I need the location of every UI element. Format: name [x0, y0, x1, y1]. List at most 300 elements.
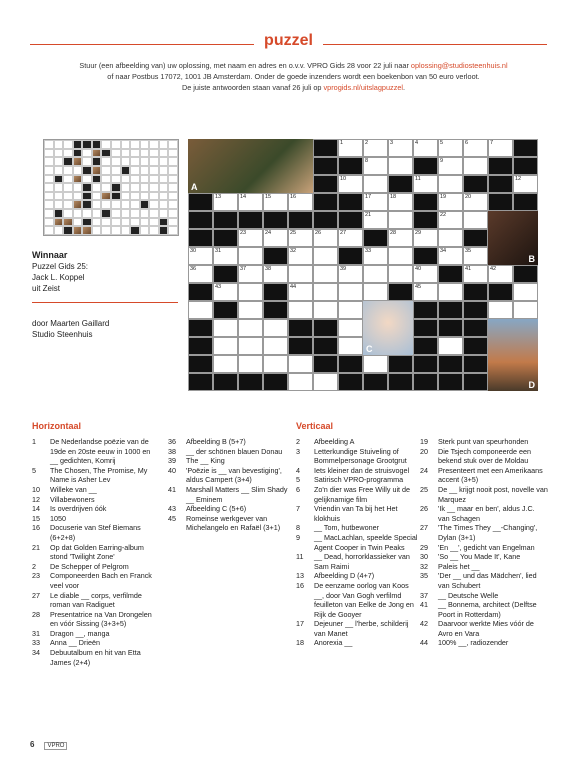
grid-cell[interactable]: [388, 265, 413, 283]
grid-cell[interactable]: [238, 229, 263, 247]
clue-item: [420, 523, 548, 542]
solution-cell: [44, 166, 54, 175]
grid-cell[interactable]: [213, 319, 238, 337]
cell-number: 11: [415, 176, 421, 182]
solution-cell: [168, 140, 178, 149]
clue-item: [296, 447, 418, 466]
grid-cell[interactable]: [488, 265, 513, 283]
solution-cell: [82, 209, 92, 218]
solution-cell: [159, 200, 169, 209]
clue-item: [168, 514, 288, 533]
grid-cell[interactable]: [388, 157, 413, 175]
solution-cell: [130, 157, 140, 166]
grid-cell[interactable]: [513, 301, 538, 319]
solution-photo-cell: [92, 149, 102, 158]
solution-cell: [92, 192, 102, 201]
clue-item: [168, 504, 288, 514]
solution-cell: [130, 218, 140, 227]
clue-item: [420, 466, 548, 485]
cell-number: 35: [465, 248, 472, 254]
solution-cell: [73, 209, 83, 218]
grid-cell[interactable]: [263, 337, 288, 355]
grid-cell[interactable]: [363, 265, 388, 283]
grid-cell[interactable]: [413, 265, 438, 283]
grid-cell[interactable]: [338, 265, 363, 283]
grid-cell[interactable]: [463, 139, 488, 157]
clue-text: 'Der __ und das Mädchen', lied van Schubert: [438, 571, 537, 590]
page-footer: 6 VPRO: [30, 740, 67, 749]
cell-number: 20: [465, 194, 472, 200]
cell-number: 12: [515, 176, 522, 182]
clue-item: [420, 504, 548, 523]
solution-cell: [44, 218, 54, 227]
clue-number: 7: [296, 504, 300, 514]
cell-number: 30: [190, 248, 197, 254]
clue-item: [32, 485, 160, 495]
clue-text: De eenzame oorlog van Koos __, door Van Gogh verfilmd feuilleton van Eelke de Jong en Rijk de Gooyer: [314, 580, 414, 619]
grid-cell[interactable]: [238, 319, 263, 337]
clue-item: [32, 610, 160, 629]
grid-cell[interactable]: [438, 157, 463, 175]
clue-item: [32, 523, 160, 542]
grid-cell[interactable]: [363, 193, 388, 211]
photo-label: D: [528, 380, 535, 390]
solution-photo-cell: [73, 175, 83, 184]
solution-cell: [54, 149, 64, 158]
grid-cell[interactable]: [438, 229, 463, 247]
cell-number: 29: [415, 230, 422, 236]
solution-cell: [63, 192, 73, 201]
clue-number: 27: [32, 590, 40, 600]
solution-cell: [92, 157, 102, 166]
grid-cell[interactable]: [438, 193, 463, 211]
grid-cell[interactable]: [313, 229, 338, 247]
solution-cell: [73, 192, 83, 201]
photo-label: A: [191, 182, 198, 192]
solution-cell: [54, 166, 64, 175]
black-cell: [488, 193, 513, 211]
black-cell: [438, 301, 463, 319]
grid-cell[interactable]: [313, 373, 338, 391]
solution-cell: [54, 157, 64, 166]
clue-item: [168, 447, 288, 457]
cell-number: 28: [390, 230, 397, 236]
clue-number: 14: [32, 504, 40, 514]
solution-cell: [111, 175, 121, 184]
clue-text: Dragon __, manga: [50, 628, 110, 638]
black-cell: [413, 247, 438, 265]
black-cell: [263, 301, 288, 319]
clue-number: 2: [296, 437, 300, 446]
grid-cell[interactable]: [338, 175, 363, 193]
grid-cell[interactable]: [463, 211, 488, 229]
grid-cell[interactable]: [413, 139, 438, 157]
grid-cell[interactable]: [438, 139, 463, 157]
clue-text: Daarvoor werkte Mies vóór de Avro en Vara: [438, 619, 534, 638]
black-cell: [463, 229, 488, 247]
black-cell: [463, 373, 488, 391]
solution-cell: [168, 175, 178, 184]
solution-cell: [63, 157, 73, 166]
black-cell: [313, 319, 338, 337]
grid-cell[interactable]: [213, 283, 238, 301]
solution-cell: [54, 209, 64, 218]
clue-text: Zo'n dier was Free Willy uit de gelijknamige film: [314, 484, 411, 504]
clue-text: __ Bonnema, architect (Delftse Poort in Rotterdam): [438, 600, 537, 619]
solution-cell: [111, 157, 121, 166]
grid-cell[interactable]: [363, 175, 388, 193]
black-cell: [313, 355, 338, 373]
solution-cell: [168, 149, 178, 158]
grid-cell[interactable]: [288, 301, 313, 319]
black-cell: [388, 283, 413, 301]
grid-cell[interactable]: [413, 229, 438, 247]
clue-text: 'En __', gedicht van Engelman: [438, 542, 535, 552]
solution-cell: [121, 149, 131, 158]
clue-item: [32, 514, 160, 524]
black-cell: [488, 175, 513, 193]
black-cell: [313, 139, 338, 157]
grid-cell[interactable]: [338, 229, 363, 247]
solution-cell: [149, 192, 159, 201]
grid-cell[interactable]: [238, 337, 263, 355]
solution-cell: [111, 166, 121, 175]
grid-cell[interactable]: [288, 247, 313, 265]
solution-cell: [149, 166, 159, 175]
clue-item: [296, 619, 418, 638]
solution-cell: [44, 192, 54, 201]
grid-cell[interactable]: [488, 139, 513, 157]
solution-cell: [121, 209, 131, 218]
solution-cell: [149, 218, 159, 227]
solution-cell: [130, 192, 140, 201]
solution-cell: [121, 200, 131, 209]
grid-cell[interactable]: [313, 265, 338, 283]
grid-cell[interactable]: [313, 283, 338, 301]
grid-cell[interactable]: [213, 337, 238, 355]
grid-cell[interactable]: [238, 355, 263, 373]
grid-cell[interactable]: [213, 247, 238, 265]
clue-number: 5: [32, 465, 36, 475]
black-cell: [338, 157, 363, 175]
clue-number: 45: [168, 513, 176, 523]
grid-cell[interactable]: [363, 247, 388, 265]
grid-cell[interactable]: [288, 355, 313, 373]
solution-cell: [73, 218, 83, 227]
black-cell: [463, 355, 488, 373]
clue-item: [420, 638, 548, 648]
clue-number: 11: [296, 552, 304, 562]
solution-cell: [82, 166, 92, 175]
solution-cell: [63, 166, 73, 175]
grid-cell[interactable]: [363, 157, 388, 175]
black-cell: [413, 193, 438, 211]
black-cell: [463, 301, 488, 319]
grid-cell[interactable]: [388, 193, 413, 211]
solution-cell: [44, 140, 54, 149]
clue-number: 37: [420, 590, 428, 600]
black-cell: [388, 373, 413, 391]
grid-cell[interactable]: [263, 319, 288, 337]
solution-cell: [101, 166, 111, 175]
clue-item: [32, 591, 160, 610]
clue-item: [296, 571, 418, 581]
grid-cell[interactable]: [438, 337, 463, 355]
grid-cell[interactable]: [238, 283, 263, 301]
grid-cell[interactable]: [413, 175, 438, 193]
solution-cell: [168, 166, 178, 175]
clue-text: Docuserie van Stef Biemans (6+2+8): [50, 523, 141, 542]
solution-cell: [92, 175, 102, 184]
grid-cell[interactable]: [238, 301, 263, 319]
cell-number: 42: [490, 266, 497, 272]
solution-cell: [63, 183, 73, 192]
clue-number: 32: [420, 561, 428, 571]
solution-cell: [159, 218, 169, 227]
solution-cell: [121, 183, 131, 192]
solution-cell: [111, 149, 121, 158]
solution-cell: [130, 175, 140, 184]
clue-number: 31: [32, 628, 40, 638]
solution-cell: [140, 226, 150, 235]
solution-cell: [92, 218, 102, 227]
crossword-grid[interactable]: [188, 139, 538, 391]
grid-cell[interactable]: [463, 193, 488, 211]
black-cell: [338, 211, 363, 229]
clue-item: [420, 619, 548, 638]
clue-item: [420, 591, 548, 601]
black-cell: [438, 373, 463, 391]
solution-cell: [44, 157, 54, 166]
solution-cell: [168, 209, 178, 218]
clue-number: 38: [168, 446, 176, 456]
solution-cell: [140, 149, 150, 158]
black-cell: [413, 301, 438, 319]
clue-number: 16: [296, 580, 304, 590]
cell-number: 18: [390, 194, 397, 200]
clue-item: [420, 437, 548, 447]
solution-photo-cell: [73, 157, 83, 166]
grid-cell[interactable]: [263, 265, 288, 283]
grid-cell[interactable]: [188, 301, 213, 319]
solution-cell: [73, 149, 83, 158]
results-link[interactable]: vprogids.nl/uitslagpuzzel: [323, 83, 404, 92]
solution-cell: [44, 183, 54, 192]
black-cell: [438, 319, 463, 337]
vpro-logo: VPRO: [44, 742, 67, 750]
solution-cell: [63, 200, 73, 209]
black-cell: [188, 229, 213, 247]
solution-cell: [54, 226, 64, 235]
solution-cell: [121, 166, 131, 175]
clue-text: Anorexia __: [314, 638, 353, 648]
black-cell: [213, 211, 238, 229]
previous-solution-grid: [43, 139, 179, 236]
solution-cell: [111, 209, 121, 218]
grid-cell[interactable]: [288, 373, 313, 391]
clue-text: De Schepper of Pelgrom: [50, 561, 129, 571]
cell-number: 14: [240, 194, 247, 200]
grid-cell[interactable]: [438, 283, 463, 301]
black-cell: [338, 247, 363, 265]
clue-text: Villabewoners: [50, 494, 95, 504]
grid-cell[interactable]: [463, 157, 488, 175]
clue-text: Die Tsjech componeerde een bekend stuk over de Moldau: [438, 446, 531, 466]
grid-cell[interactable]: [363, 355, 388, 373]
black-cell: [463, 337, 488, 355]
black-cell: [238, 211, 263, 229]
clue-text: The __ King: [186, 456, 225, 466]
cell-number: 1: [340, 140, 344, 146]
grid-cell[interactable]: [338, 337, 363, 355]
grid-cell[interactable]: [438, 175, 463, 193]
solution-cell: [149, 175, 159, 184]
clue-item: [296, 552, 418, 571]
grid-cell[interactable]: [463, 247, 488, 265]
clue-number: 19: [420, 437, 428, 446]
solution-cell: [82, 175, 92, 184]
grid-cell[interactable]: [363, 211, 388, 229]
grid-cell[interactable]: [338, 319, 363, 337]
cell-number: 5: [440, 140, 444, 146]
grid-cell[interactable]: [263, 355, 288, 373]
solution-cell: [168, 226, 178, 235]
solution-cell: [111, 218, 121, 227]
black-cell: [313, 175, 338, 193]
solution-cell: [149, 209, 159, 218]
clue-number: 5: [296, 475, 300, 485]
solution-cell: [130, 183, 140, 192]
solution-cell: [159, 149, 169, 158]
solution-cell: [149, 226, 159, 235]
cell-number: 36: [190, 266, 197, 272]
black-cell: [438, 265, 463, 283]
grid-cell[interactable]: [488, 301, 513, 319]
black-cell: [288, 319, 313, 337]
solution-cell: [140, 183, 150, 192]
black-cell: [463, 283, 488, 301]
grid-cell[interactable]: [388, 247, 413, 265]
solution-cell: [149, 149, 159, 158]
grid-cell[interactable]: [313, 301, 338, 319]
grid-cell[interactable]: [288, 283, 313, 301]
grid-cell[interactable]: [213, 355, 238, 373]
solution-cell: [111, 140, 121, 149]
grid-cell[interactable]: [313, 247, 338, 265]
solution-cell: [54, 192, 64, 201]
grid-cell[interactable]: [388, 211, 413, 229]
clue-text: Anna __ Drieën: [50, 638, 100, 648]
email-link[interactable]: oplossing@studiosteenhuis.nl: [410, 61, 508, 70]
grid-cell[interactable]: [238, 265, 263, 283]
clue-item: [32, 504, 160, 514]
clue-number: 6: [296, 484, 300, 494]
grid-cell[interactable]: [263, 229, 288, 247]
cell-number: 43: [215, 284, 222, 290]
clue-number: 25: [420, 484, 428, 494]
solution-photo-cell: [92, 166, 102, 175]
clue-text: __ Dead, horrorklassieker van Sam Raimi: [314, 552, 410, 571]
clue-text: __ Deutsche Welle: [438, 590, 499, 600]
cell-number: 24: [265, 230, 272, 236]
solution-cell: [140, 209, 150, 218]
black-cell: [463, 175, 488, 193]
solution-cell: [111, 200, 121, 209]
black-cell: [413, 157, 438, 175]
cell-number: 15: [265, 194, 272, 200]
clue-item: [420, 447, 548, 466]
grid-cell[interactable]: [188, 247, 213, 265]
solution-cell: [82, 218, 92, 227]
solution-cell: [63, 209, 73, 218]
grid-cell[interactable]: [438, 211, 463, 229]
solution-cell: [101, 149, 111, 158]
grid-cell[interactable]: [388, 229, 413, 247]
grid-cell[interactable]: [338, 139, 363, 157]
clue-text: 1050: [50, 513, 66, 523]
solution-cell: [101, 140, 111, 149]
solution-cell: [101, 157, 111, 166]
clue-text: __ der schönen blauen Donau: [186, 446, 283, 456]
clue-item: [296, 437, 418, 447]
black-cell: [413, 337, 438, 355]
grid-cell[interactable]: [288, 229, 313, 247]
cell-number: 38: [265, 266, 272, 272]
grid-cell[interactable]: [263, 193, 288, 211]
clue-number: 4: [296, 465, 300, 475]
solution-cell: [82, 192, 92, 201]
clue-text: Letterkundige Stuiveling of Bommelpersonage Grootgrut: [314, 446, 407, 466]
solution-cell: [44, 200, 54, 209]
grid-cell[interactable]: [363, 283, 388, 301]
clue-number: 27: [420, 523, 428, 533]
grid-cell[interactable]: [238, 247, 263, 265]
clue-photo-d: [488, 319, 538, 391]
cell-number: 23: [240, 230, 247, 236]
grid-cell[interactable]: [238, 193, 263, 211]
grid-cell[interactable]: [388, 139, 413, 157]
grid-cell[interactable]: [513, 175, 538, 193]
cell-number: 17: [365, 194, 372, 200]
clue-item: [296, 504, 418, 523]
clue-text: Afbeelding C (5+6): [186, 504, 247, 514]
solution-cell: [159, 192, 169, 201]
cell-number: 41: [465, 266, 472, 272]
grid-cell[interactable]: [213, 193, 238, 211]
black-cell: [213, 229, 238, 247]
solution-cell: [54, 183, 64, 192]
winner-block: Winnaar Puzzel Gids 25: Jack L. Koppel uit Zeist: [32, 250, 89, 293]
black-cell: [313, 211, 338, 229]
grid-cell[interactable]: [188, 265, 213, 283]
solution-cell: [73, 166, 83, 175]
grid-cell[interactable]: [438, 247, 463, 265]
grid-cell[interactable]: [413, 283, 438, 301]
grid-cell[interactable]: [463, 265, 488, 283]
grid-cell[interactable]: [338, 283, 363, 301]
grid-cell[interactable]: [288, 265, 313, 283]
cell-number: 26: [315, 230, 322, 236]
grid-cell[interactable]: [363, 139, 388, 157]
clue-text: Is overdrijven óók: [50, 504, 107, 514]
clue-number: 15: [32, 513, 40, 523]
grid-cell[interactable]: [338, 301, 363, 319]
grid-cell[interactable]: [288, 193, 313, 211]
clue-number: 23: [32, 571, 40, 581]
cell-number: 2: [365, 140, 369, 146]
photo-label: C: [366, 344, 373, 354]
grid-cell[interactable]: [513, 283, 538, 301]
